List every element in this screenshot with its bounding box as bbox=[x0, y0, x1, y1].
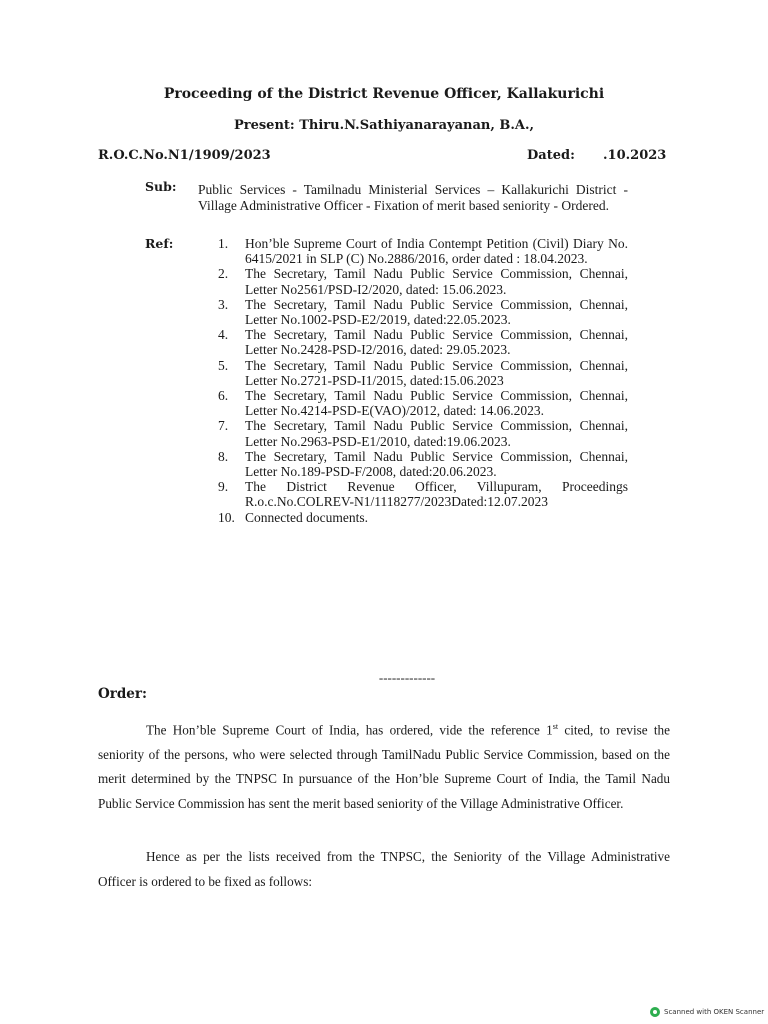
reference-text: The Secretary, Tamil Nadu Public Service Commission, Chennai, Letter No.2428-PSD-I2/2016, dated: 29.05.2023. bbox=[245, 327, 628, 358]
reference-item bbox=[218, 418, 628, 448]
reference-number: 5. bbox=[218, 357, 229, 373]
reference-number: 9. bbox=[218, 479, 229, 495]
dated-value: .10.2023 bbox=[603, 148, 667, 163]
reference-text: The Secretary, Tamil Nadu Public Service Commission, Chennai, Letter No.4214-PSD-E(VAO)/2012, dated: 14.06.2023. bbox=[245, 388, 628, 419]
references-label: Ref: bbox=[145, 236, 174, 251]
reference-item bbox=[218, 479, 628, 509]
subject-label: Sub: bbox=[145, 179, 177, 194]
reference-number: 10. bbox=[218, 509, 235, 525]
order-paragraph-1-rest: cited, to revise the seniority of the persons, who were selected through TamilNadu Public Service Commission, based on the merit determined by the TNPSC In pursuance of the Hon’ble Supreme Court of India, the Tamil Nadu Public Service Commission has sent the merit based seniority of the Village Administrative Officer. bbox=[98, 722, 670, 811]
reference-number: 4. bbox=[218, 327, 229, 343]
reference-number: 6. bbox=[218, 388, 229, 404]
reference-text: Connected documents. bbox=[245, 509, 368, 525]
reference-number: 2. bbox=[218, 266, 229, 282]
reference-text: The District Revenue Officer, Villupuram, Proceedings R.o.c.No.COLREV-N1/1118277/2023Dated:12.07.2023 bbox=[245, 479, 628, 510]
reference-text: The Secretary, Tamil Nadu Public Service Commission, Chennai, Letter No.1002-PSD-E2/2019, dated:22.05.2023. bbox=[245, 296, 628, 328]
reference-number: 8. bbox=[218, 448, 229, 464]
reference-item bbox=[218, 327, 628, 357]
document-title: Proceeding of the District Revenue Officer, Kallakurichi bbox=[163, 86, 605, 102]
reference-item bbox=[218, 266, 628, 296]
order-paragraph-1 bbox=[98, 715, 670, 816]
dated-label: Dated: bbox=[527, 148, 575, 163]
present-officer: Present: Thiru.N.Sathiyanarayanan, B.A., bbox=[233, 118, 535, 133]
ordinal-superscript: st bbox=[552, 722, 559, 731]
separator-line: ------------- bbox=[378, 670, 436, 685]
reference-item bbox=[218, 358, 628, 388]
reference-item bbox=[218, 297, 628, 327]
reference-text: The Secretary, Tamil Nadu Public Service Commission, Chennai, Letter No2561/PSD-I2/2020, dated: 15.06.2023. bbox=[245, 266, 628, 297]
references-list bbox=[218, 236, 628, 525]
reference-text: The Secretary, Tamil Nadu Public Service Commission, Chennai, Letter No.189-PSD-F/2008, dated:20.06.2023. bbox=[245, 448, 628, 480]
reference-text: The Secretary, Tamil Nadu Public Service Commission, Chennai, Letter No.2963-PSD-E1/2010, dated:19.06.2023. bbox=[245, 418, 628, 449]
order-label: Order: bbox=[98, 686, 147, 702]
order-paragraph-2: Hence as per the lists received from the TNPSC, the Seniority of the Village Administrative Officer is ordered to be fixed as follows: bbox=[98, 849, 670, 889]
scanner-watermark-text: Scanned with OKEN Scanner bbox=[664, 1008, 765, 1016]
scanner-logo-icon bbox=[650, 1007, 660, 1017]
reference-text: Hon’ble Supreme Court of India Contempt Petition (Civil) Diary No. 6415/2021 in SLP (C) No.2886/2016, order dated : 18.04.2023. bbox=[245, 236, 628, 267]
reference-number: 3. bbox=[218, 296, 229, 312]
reference-item bbox=[218, 449, 628, 479]
roc-number: R.O.C.No.N1/1909/2023 bbox=[98, 148, 271, 163]
reference-text: The Secretary, Tamil Nadu Public Service Commission, Chennai, Letter No.2721-PSD-I1/2015, dated:15.06.2023 bbox=[245, 357, 628, 388]
reference-item bbox=[218, 236, 628, 266]
reference-item bbox=[218, 388, 628, 418]
order-paragraph-1-start: The Hon’ble Supreme Court of India, has ordered, vide the reference 1 bbox=[146, 722, 553, 738]
reference-number: 1. bbox=[218, 236, 229, 251]
subject-text: Public Services - Tamilnadu Ministerial Services – Kallakurichi District - Village Administrative Officer - Fixation of merit based seniority - Ordered. bbox=[198, 182, 628, 213]
reference-number: 7. bbox=[218, 418, 229, 434]
scanner-watermark bbox=[650, 1007, 764, 1017]
reference-item bbox=[218, 510, 628, 525]
